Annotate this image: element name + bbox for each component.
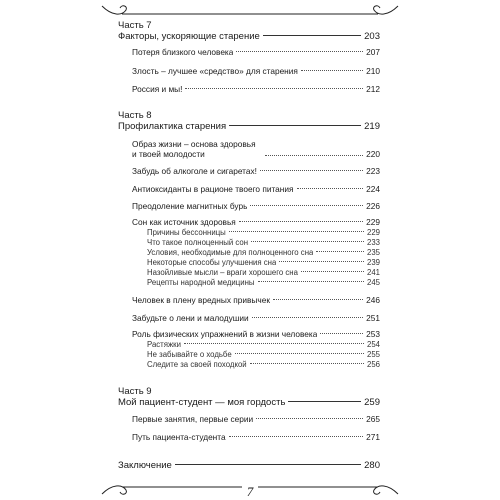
leader xyxy=(260,170,363,171)
chapter-title: Профилактика старения xyxy=(118,121,227,132)
section-entry[interactable] xyxy=(132,84,380,94)
section-title: Забудьте о лени и малодушии xyxy=(132,313,249,323)
section-entry[interactable] xyxy=(132,313,380,323)
page-ref: 233 xyxy=(366,238,380,247)
subsection-title: Условия, необходимые для полноценного сна xyxy=(147,248,314,257)
page-ref: 223 xyxy=(366,166,380,176)
leader xyxy=(250,363,364,364)
subsection-title: Причины бессонницы xyxy=(147,228,226,237)
section-title: Россия и мы! xyxy=(132,84,183,94)
subsection-entry[interactable] xyxy=(147,228,380,237)
page-ref: 280 xyxy=(364,460,380,471)
page-ref: 210 xyxy=(366,66,380,76)
part-label: Часть 8 xyxy=(118,110,152,121)
page-ref: 245 xyxy=(366,278,380,287)
table-of-contents xyxy=(118,0,380,500)
subsection-title: Не забывайте о ходьбе xyxy=(147,350,232,359)
page-ref: 241 xyxy=(366,268,380,277)
section-entry[interactable] xyxy=(132,295,380,305)
section-title: Антиоксиданты в рационе твоего питания xyxy=(132,184,294,194)
leader xyxy=(175,464,361,465)
section-entry[interactable] xyxy=(132,184,380,194)
section-title: Образ жизни – основа здоровья и твоей молодости xyxy=(132,139,256,159)
subsection-entry[interactable] xyxy=(147,268,380,277)
section-entry[interactable] xyxy=(132,201,380,211)
leader xyxy=(301,70,363,71)
section-entry[interactable] xyxy=(132,66,380,76)
leader xyxy=(320,333,363,334)
leader xyxy=(250,205,363,206)
subsection-title: Назойливые мысли – враги хорошего сна xyxy=(147,268,298,277)
subsection-entry[interactable] xyxy=(147,340,380,349)
section-entry[interactable] xyxy=(132,217,380,227)
leader xyxy=(229,436,364,437)
page-ref: 265 xyxy=(366,414,380,424)
page-ref: 212 xyxy=(366,84,380,94)
leader xyxy=(258,281,364,282)
leader xyxy=(229,125,361,126)
page-ref: 239 xyxy=(366,258,380,267)
chapter-entry[interactable] xyxy=(118,31,380,42)
leader xyxy=(256,418,363,419)
subsection-entry[interactable] xyxy=(147,360,380,369)
leader xyxy=(184,343,364,344)
conclusion-entry[interactable] xyxy=(118,460,380,471)
page-ref: 246 xyxy=(366,295,380,305)
leader xyxy=(301,271,364,272)
page-ref: 229 xyxy=(366,217,380,227)
section-title: Злость – лучшее «средство» для старения xyxy=(132,66,298,76)
page-ref: 220 xyxy=(366,149,380,159)
section-title: Роль физических упражнений в жизни человека xyxy=(132,329,318,339)
leader xyxy=(265,155,363,156)
page-ref: 219 xyxy=(364,121,380,132)
leader xyxy=(236,51,363,52)
subsection-entry[interactable] xyxy=(147,248,380,257)
subsection-title: Что такое полноценный сон xyxy=(147,238,248,247)
section-entry[interactable] xyxy=(132,166,380,176)
leader xyxy=(279,261,364,262)
leader xyxy=(273,299,363,300)
leader xyxy=(229,231,364,232)
chapter-title: Заключение xyxy=(118,460,172,471)
leader xyxy=(235,353,364,354)
page-ref: 253 xyxy=(366,329,380,339)
chapter-entry[interactable] xyxy=(118,397,380,408)
part-label: Часть 7 xyxy=(118,20,152,31)
page-ref: 259 xyxy=(364,397,380,408)
page-ref: 271 xyxy=(366,432,380,442)
section-entry[interactable] xyxy=(132,139,380,159)
page-ref: 256 xyxy=(366,360,380,369)
page-ref: 207 xyxy=(366,47,380,57)
leader xyxy=(185,88,363,89)
page-ref: 235 xyxy=(366,248,380,257)
subsection-title: Растяжки xyxy=(147,340,181,349)
page-number-text: 7 xyxy=(242,484,259,499)
section-title: Первые занятия, первые серии xyxy=(132,414,254,424)
leader xyxy=(252,317,364,318)
chapter-entry[interactable] xyxy=(118,121,380,132)
section-title: Преодоление магнитных бурь xyxy=(132,201,248,211)
subsection-entry[interactable] xyxy=(147,350,380,359)
section-entry[interactable] xyxy=(132,47,380,57)
section-title: Забудь об алкоголе и сигаретах! xyxy=(132,166,257,176)
section-title: Потеря близкого человека xyxy=(132,47,234,57)
leader xyxy=(288,401,361,402)
subsection-title: Некоторые способы улучшения сна xyxy=(147,258,277,267)
section-entry[interactable] xyxy=(132,432,380,442)
subsection-entry[interactable] xyxy=(147,238,380,247)
leader xyxy=(251,241,364,242)
subsection-title: Следите за своей походкой xyxy=(147,360,247,369)
section-title: Путь пациента-студента xyxy=(132,432,226,442)
leader xyxy=(263,35,361,36)
leader xyxy=(297,188,364,189)
leader xyxy=(316,251,364,252)
section-title: Сон как источник здоровья xyxy=(132,217,236,227)
page-ref: 229 xyxy=(366,228,380,237)
page-ref: 224 xyxy=(366,184,380,194)
section-entry[interactable] xyxy=(132,414,380,424)
part-label: Часть 9 xyxy=(118,386,152,397)
chapter-title: Мой пациент-студент — моя гордость xyxy=(118,397,286,408)
page-ref: 255 xyxy=(366,350,380,359)
page-number xyxy=(0,486,500,498)
page-ref: 251 xyxy=(366,313,380,323)
chapter-title: Факторы, ускоряющие старение xyxy=(118,31,260,42)
leader xyxy=(239,221,363,222)
page-ref: 254 xyxy=(366,340,380,349)
section-entry[interactable] xyxy=(132,329,380,339)
subsection-title: Рецепты народной медицины xyxy=(147,278,255,287)
section-title: Человек в плену вредных привычек xyxy=(132,295,270,305)
page-ref: 203 xyxy=(364,31,380,42)
subsection-entry[interactable] xyxy=(147,258,380,267)
subsection-entry[interactable] xyxy=(147,278,380,287)
page-ref: 226 xyxy=(366,201,380,211)
